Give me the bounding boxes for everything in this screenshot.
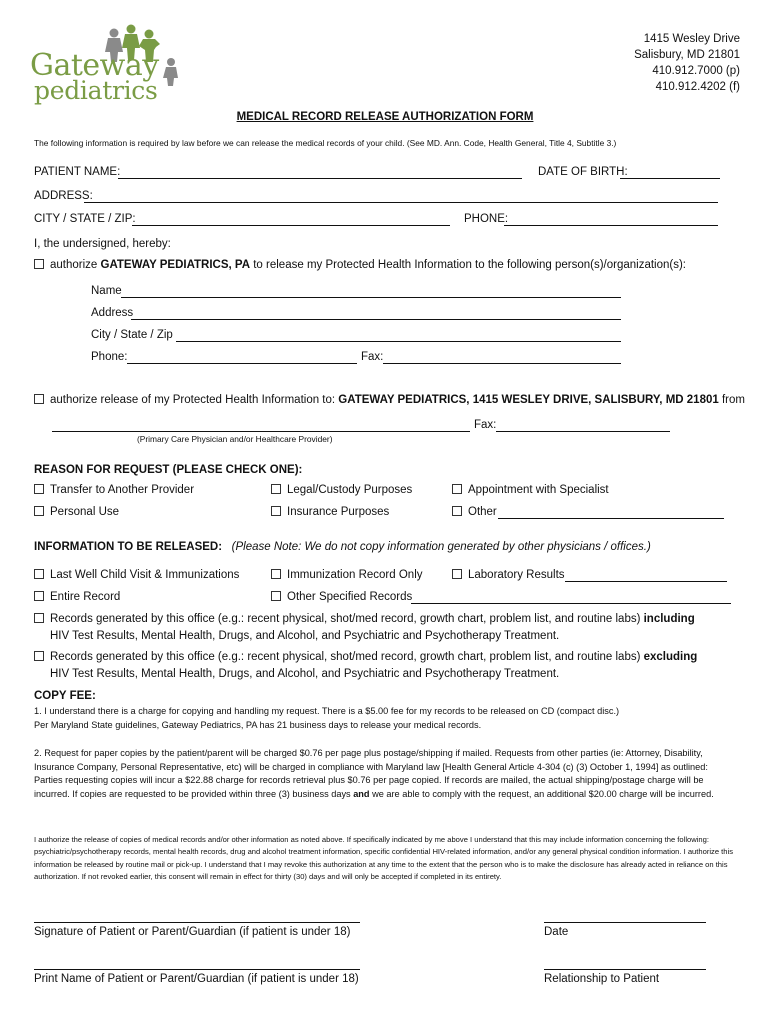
address-field[interactable] (84, 202, 718, 203)
contact-city: Salisbury, MD 21801 (634, 49, 740, 61)
release-to-post: to release my Protected Health Information to the following person(s)/organization(s): (250, 259, 686, 271)
reason-transfer-label: Transfer to Another Provider (50, 484, 195, 496)
info-option-well-child[interactable] (34, 569, 239, 581)
recipient-phone-field[interactable] (127, 363, 357, 364)
consent-text: I authorize the release of copies of medical records and/or other information as noted above. If specifically indicated by me above I understand that this may include information concerning the following: psychiatric/psychotherapy records, mental health records, drug and alcohol treatment information, specific confidential HIV-related information, and/or any general physical condition information. I authorize this information be released by routine mail or pick-up. I understand that I may revoke this authorization at any time to the extent that the person who is to make the disclosure has already acted in reliance on this authorization. If not revoked earlier, this consent will remain in effect for thirty (30) days and will only be accepted if completed in its entirety. (34, 835, 733, 882)
release-from-row (34, 394, 745, 406)
copy-fee-p2-part1: 2. Request for paper copies by the patient/parent will be charged $0.76 per page plus postage/shipping if mailed. Requests from other parties (ie: Attorney, Disability, Insurance Company, Personal Representative, etc) will be charged in compliance with Maryland law [Health General Article 4-304 (c) (3) October 1, 1994] as outlined: Parties requesting copies will incur a $22.88 charge for records retrieval plus $0.76 per page copied. If records are mailed, the actual shipping/postage charge will be incurred. If copies are requested to be provided within three (3) business days (34, 748, 708, 799)
undersigned-text: I, the undersigned, hereby: (34, 238, 171, 250)
info-heading-row (34, 541, 651, 553)
release-to-pre: authorize (50, 259, 101, 271)
info-including-hiv: HIV Test Results, Mental Health, Drugs, and Alcohol, and Psychiatric and Psychotherapy Treatment. (50, 630, 560, 642)
info-option-immunization[interactable] (271, 569, 423, 581)
reason-legal-label: Legal/Custody Purposes (287, 484, 413, 496)
reason-other-checkbox[interactable] (452, 506, 462, 516)
info-lab-checkbox[interactable] (452, 569, 462, 579)
reason-specialist-checkbox[interactable] (452, 484, 462, 494)
reason-specialist-label: Appointment with Specialist (468, 484, 609, 496)
recipient-name-label: Name (91, 285, 122, 297)
info-option-lab[interactable] (452, 569, 565, 581)
reason-option-other[interactable] (452, 506, 497, 518)
logo (28, 22, 188, 108)
csz-label: CITY / STATE / ZIP: (34, 213, 136, 225)
info-immunization-label: Immunization Record Only (287, 569, 423, 581)
phone-field[interactable] (504, 225, 718, 226)
release-to-org: GATEWAY PEDIATRICS, PA (100, 259, 251, 271)
signature-field[interactable] (34, 922, 360, 923)
dob-label: DATE OF BIRTH: (538, 166, 628, 178)
contact-block (634, 31, 740, 95)
info-excluding-checkbox[interactable] (34, 651, 44, 661)
patient-name-label: PATIENT NAME: (34, 166, 121, 178)
reason-personal-checkbox[interactable] (34, 506, 44, 516)
reason-other-field[interactable] (498, 518, 724, 519)
reason-option-legal[interactable] (271, 484, 412, 496)
info-note: (Please Note: We do not copy information generated by other physicians / offices.) (231, 541, 651, 553)
copy-fee-p2-and: and (353, 788, 370, 799)
copy-fee-p2-part2: we are able to comply with the request, an additional $20.00 charge will be incurred. (369, 788, 714, 799)
release-to-checkbox[interactable] (34, 259, 44, 269)
phone-label: PHONE: (464, 213, 509, 225)
info-option-including[interactable] (34, 613, 695, 625)
patient-name-field[interactable] (118, 178, 522, 179)
intro-text: The following information is required by law before we can release the medical records of your child. (See MD. Ann. Code, Health General, Title 4, Subtitle 3.) (34, 138, 617, 148)
reason-option-personal[interactable] (34, 506, 119, 518)
recipient-csz-label: City / State / Zip (91, 329, 173, 341)
recipient-fax-field[interactable] (383, 363, 621, 364)
recipient-phone-label: Phone: (91, 351, 128, 363)
info-excluding-hiv: HIV Test Results, Mental Health, Drugs, and Alcohol, and Psychiatric and Psychotherapy Treatment. (50, 668, 560, 680)
provider-fax-label: Fax: (474, 419, 497, 431)
release-to-row (34, 259, 686, 271)
reason-legal-checkbox[interactable] (271, 484, 281, 494)
copy-fee-p1-line2: Per Maryland State guidelines, Gateway Pediatrics, PA has 21 business days to release your medical records. (34, 720, 482, 730)
info-lab-field[interactable] (565, 581, 727, 582)
reason-other-label: Other (468, 506, 497, 518)
info-entire-checkbox[interactable] (34, 591, 44, 601)
info-option-other[interactable] (271, 591, 412, 603)
logo-text-pediatrics: pediatrics (34, 76, 158, 105)
release-from-org: GATEWAY PEDIATRICS, 1415 WESLEY DRIVE, SALISBURY, MD 21801 (338, 394, 719, 406)
info-including-word: including (643, 613, 695, 625)
print-name-field[interactable] (34, 969, 360, 970)
reason-insurance-label: Insurance Purposes (287, 506, 390, 518)
release-from-pre: authorize release of my Protected Health Information to: (50, 394, 339, 406)
info-entire-label: Entire Record (50, 591, 121, 603)
relationship-label: Relationship to Patient (544, 973, 660, 985)
provider-field[interactable] (52, 431, 470, 432)
print-name-label: Print Name of Patient or Parent/Guardian (if patient is under 18) (34, 973, 359, 985)
dob-field[interactable] (620, 178, 720, 179)
date-label: Date (544, 926, 569, 938)
provider-caption: (Primary Care Physician and/or Healthcare Provider) (137, 434, 333, 444)
info-lab-label: Laboratory Results (468, 569, 565, 581)
address-label: ADDRESS: (34, 190, 93, 202)
release-from-post: from (718, 394, 745, 406)
info-excluding-word: excluding (643, 651, 698, 663)
info-option-excluding[interactable] (34, 651, 697, 663)
date-field[interactable] (544, 922, 706, 923)
reason-insurance-checkbox[interactable] (271, 506, 281, 516)
info-well-child-label: Last Well Child Visit & Immunizations (50, 569, 240, 581)
release-from-checkbox[interactable] (34, 394, 44, 404)
reason-option-specialist[interactable] (452, 484, 609, 496)
info-excluding-text: Records generated by this office (e.g.: recent physical, shot/med record, growth chart, problem list, and routine labs) (50, 651, 644, 663)
info-option-entire[interactable] (34, 591, 120, 603)
recipient-address-label: Address (91, 307, 134, 319)
contact-fax: 410.912.4202 (f) (655, 81, 740, 93)
contact-phone: 410.912.7000 (p) (652, 65, 740, 77)
info-including-text: Records generated by this office (e.g.: recent physical, shot/med record, growth chart, problem list, and routine labs) (50, 613, 644, 625)
contact-street: 1415 Wesley Drive (643, 33, 740, 45)
info-including-checkbox[interactable] (34, 613, 44, 623)
info-other-field[interactable] (411, 603, 731, 604)
info-heading: INFORMATION TO BE RELEASED: (34, 541, 223, 553)
info-other-label: Other Specified Records (287, 591, 413, 603)
recipient-csz-field[interactable] (176, 341, 621, 342)
signature-label: Signature of Patient or Parent/Guardian (if patient is under 18) (34, 926, 351, 938)
csz-field[interactable] (132, 225, 450, 226)
info-other-checkbox[interactable] (271, 591, 281, 601)
provider-fax-field[interactable] (496, 431, 670, 432)
reason-option-insurance[interactable] (271, 506, 389, 518)
copy-fee-p2 (34, 747, 738, 801)
reason-heading: REASON FOR REQUEST (PLEASE CHECK ONE): (34, 464, 303, 476)
recipient-address-field[interactable] (131, 319, 621, 320)
reason-personal-label: Personal Use (50, 506, 120, 518)
relationship-field[interactable] (544, 969, 706, 970)
form-title: MEDICAL RECORD RELEASE AUTHORIZATION FORM (236, 111, 534, 123)
copy-fee-p1-line1: 1. I understand there is a charge for copying and handling my request. There is a $5.00 fee for my records to be released on CD (compact disc.) (34, 706, 620, 716)
info-immunization-checkbox[interactable] (271, 569, 281, 579)
copy-fee-heading: COPY FEE: (34, 690, 96, 702)
logo-text-gateway: Gateway (30, 48, 159, 83)
reason-option-transfer[interactable] (34, 484, 194, 496)
recipient-fax-label: Fax: (361, 351, 384, 363)
info-well-child-checkbox[interactable] (34, 569, 44, 579)
recipient-name-field[interactable] (121, 297, 621, 298)
reason-transfer-checkbox[interactable] (34, 484, 44, 494)
